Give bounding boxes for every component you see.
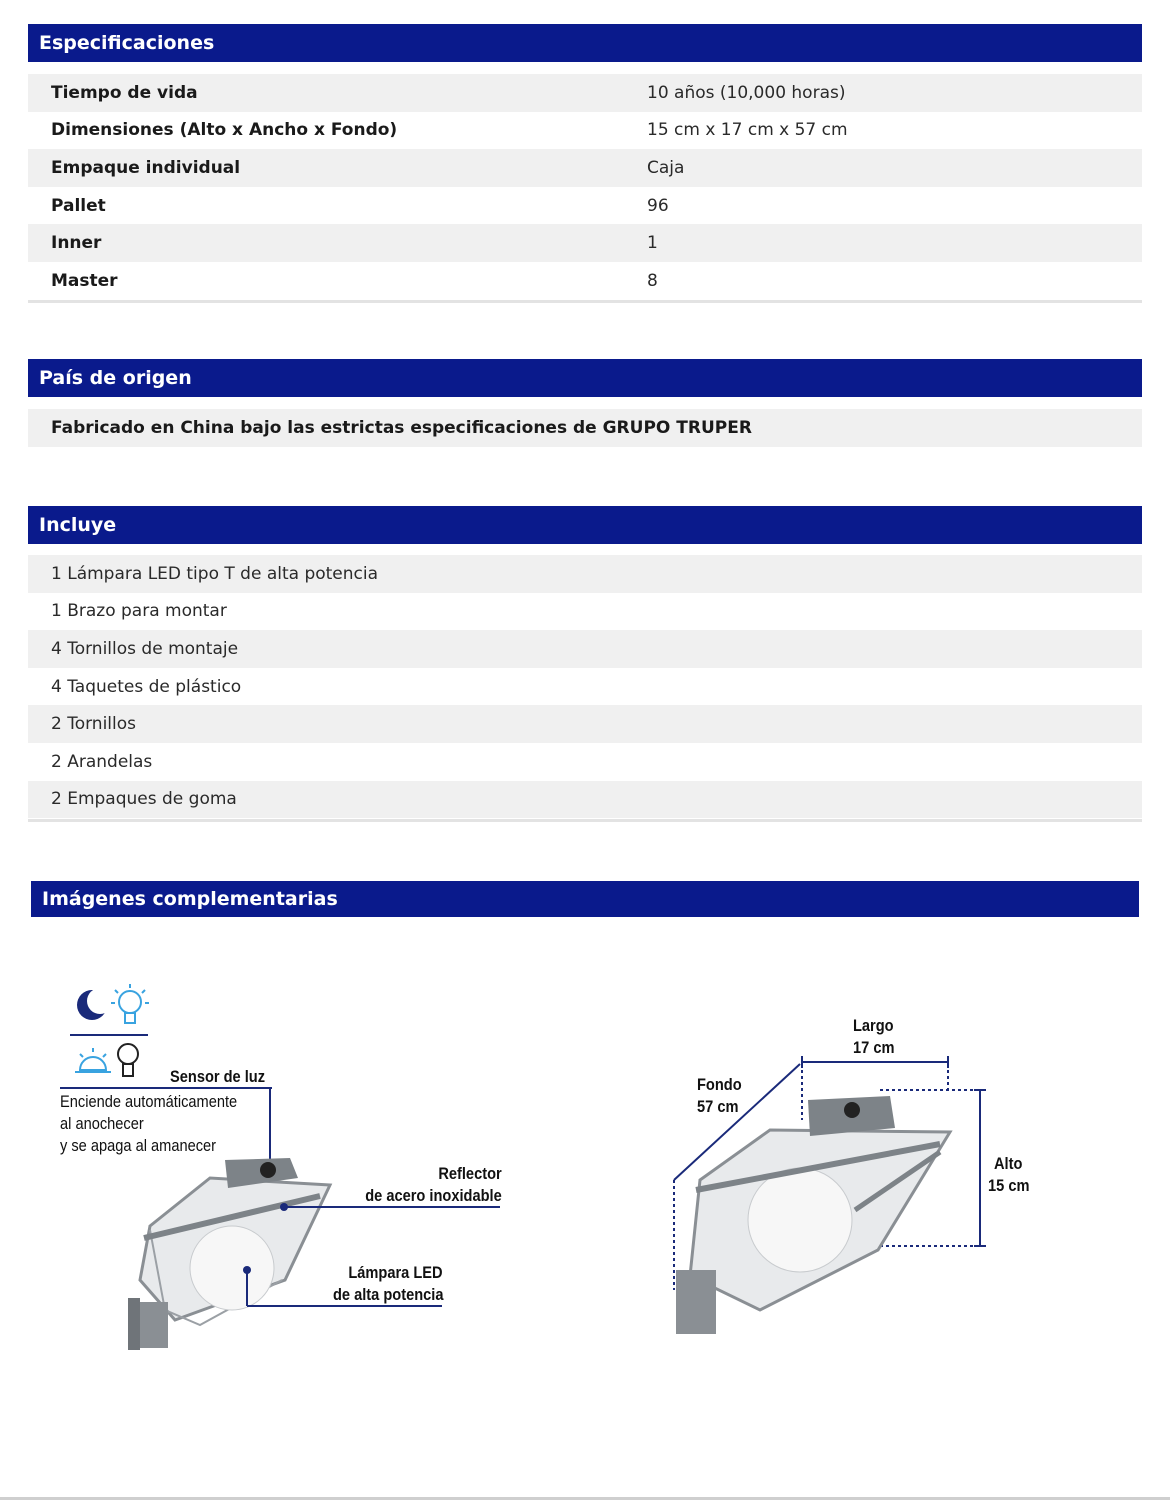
lit-bulb-icon <box>111 984 149 1023</box>
list-item: 1 Lámpara LED tipo T de alta potencia <box>28 555 1142 593</box>
fondo-label: Fondo <box>697 1075 742 1094</box>
sensor-line: Enciende automáticamente <box>60 1092 238 1111</box>
list-item: 2 Tornillos <box>28 705 1142 743</box>
includes-list <box>28 555 1142 818</box>
table-row <box>28 74 1142 112</box>
includes-header: Incluye <box>28 506 1142 544</box>
spec-label: Empaque individual <box>51 157 241 178</box>
lamp-illustration <box>128 1158 330 1350</box>
origin-text: Fabricado en China bajo las estrictas especificaciones de GRUPO TRUPER <box>51 417 752 438</box>
specs-table <box>28 74 1142 300</box>
origin-header: País de origen <box>28 359 1142 397</box>
largo-label: Largo <box>853 1016 894 1035</box>
list-item: 2 Empaques de goma <box>28 781 1142 819</box>
spec-label: Dimensiones (Alto x Ancho x Fondo) <box>51 120 398 141</box>
images-header: Imágenes complementarias <box>31 881 1139 917</box>
list-item: 4 Taquetes de plástico <box>51 676 242 697</box>
spec-label: Pallet <box>51 195 106 216</box>
table-row <box>28 409 1142 447</box>
table-row <box>28 187 1142 225</box>
moon-icon <box>77 988 113 1020</box>
led-label: de alta potencia <box>332 1285 443 1304</box>
spec-value: 15 cm x 17 cm x 57 cm <box>647 120 848 141</box>
alto-value: 15 cm <box>988 1176 1030 1195</box>
list-item: 1 Brazo para montar <box>51 601 227 622</box>
sensor-line: al anochecer <box>60 1114 144 1133</box>
origin-table <box>28 409 1142 447</box>
table-row <box>28 149 1142 187</box>
divider <box>28 819 1142 822</box>
alto-label: Alto <box>994 1154 1023 1173</box>
fondo-value: 57 cm <box>697 1097 739 1116</box>
sunrise-icon <box>75 1048 111 1072</box>
specs-header: Especificaciones <box>28 24 1142 62</box>
sensor-line: y se apaga al amanecer <box>60 1136 217 1155</box>
largo-value: 17 cm <box>853 1038 895 1057</box>
list-item: 4 Tornillos de montaje <box>28 630 1142 668</box>
spec-label: Tiempo de vida <box>51 82 198 103</box>
lamp-illustration <box>676 1096 950 1334</box>
spec-value: Caja <box>647 157 685 178</box>
spec-label: Inner <box>51 233 102 254</box>
spec-label: Master <box>51 270 118 291</box>
table-row <box>28 262 1142 300</box>
sensor-title: Sensor de luz <box>170 1067 266 1086</box>
spec-value: 1 <box>647 233 658 254</box>
table-row <box>28 224 1142 262</box>
divider <box>28 300 1142 303</box>
spec-value: 96 <box>647 195 669 216</box>
lamp-features-figure <box>0 950 560 1370</box>
bulb-off-icon <box>118 1044 138 1076</box>
spec-value: 10 años (10,000 horas) <box>647 82 846 103</box>
led-label: Lámpara LED <box>348 1263 443 1282</box>
table-row <box>28 112 1142 150</box>
reflector-label: Reflector <box>438 1164 502 1183</box>
reflector-label: de acero inoxidable <box>365 1186 502 1205</box>
spec-value: 8 <box>647 270 658 291</box>
list-item: 2 Arandelas <box>51 751 153 772</box>
